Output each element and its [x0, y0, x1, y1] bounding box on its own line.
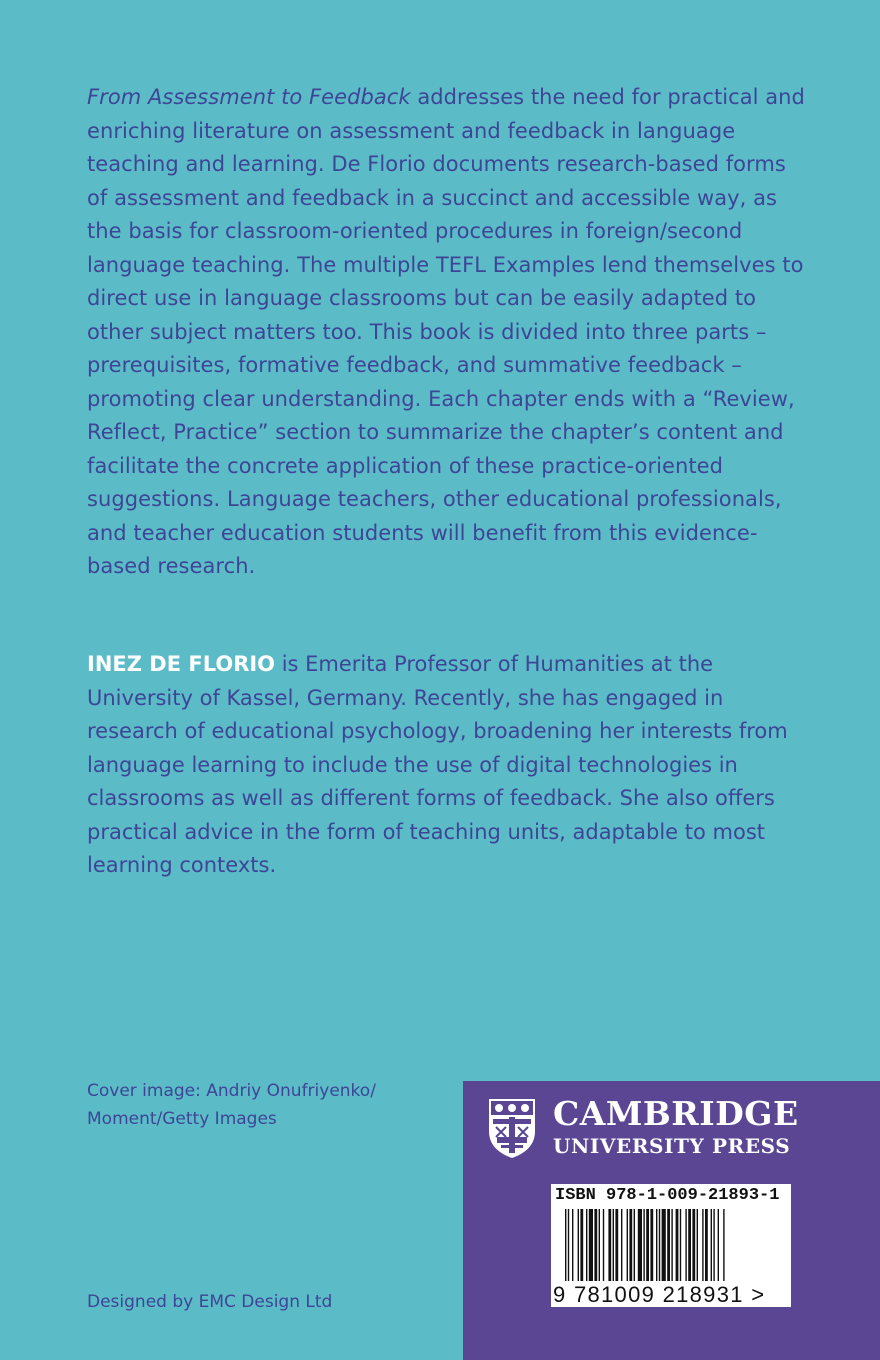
barcode-bar: [594, 1209, 597, 1281]
barcode-bar: [613, 1209, 614, 1281]
barcode-bar: [680, 1209, 681, 1281]
barcode-bar: [659, 1209, 660, 1281]
barcode-bar: [718, 1209, 719, 1281]
barcode-bar: [676, 1209, 679, 1281]
barcode-bar: [667, 1209, 670, 1281]
barcode-bar: [650, 1209, 653, 1281]
barcode-bar: [702, 1209, 703, 1281]
isbn-barcode: [551, 1184, 791, 1307]
barcode-bar: [711, 1209, 712, 1281]
description-text: addresses the need for practical and enriching literature on assessment and feedback in language teaching and learning. De Florio documents research-based forms of assessment and feedback in a succinct and accessible way, as the basis for classroom-oriented procedures in foreign/second language teaching. The multiple TEFL Examples lend themselves to direct use in language classrooms but can be easily adapted to other subject matters too. This book is divided into three parts – prerequisites, formative feedback, and summative feedback – promoting clear understanding. Each chapter ends with a “Review, Reflect, Practice” section to summarize the chapter’s content and facilitate the concrete application of these practice-oriented suggestions. Language teachers, other educational professionals, and teacher education students will benefit from this evidence-based research.: [87, 85, 805, 578]
credit-line-2: Moment/Getty Images: [87, 1109, 277, 1129]
barcode-bar: [608, 1209, 611, 1281]
university-crest-icon: [487, 1097, 537, 1159]
publisher-name: [553, 1095, 799, 1159]
barcode-bar: [589, 1209, 593, 1281]
barcode-bar: [565, 1209, 566, 1281]
author-name: INEZ DE FLORIO: [87, 652, 276, 676]
barcode-bar: [627, 1209, 628, 1281]
barcode-bar: [615, 1209, 618, 1281]
barcode-bar: [697, 1209, 698, 1281]
barcode-bar: [621, 1209, 622, 1281]
barcode-bar: [629, 1209, 632, 1281]
publisher-name-line-1: CAMBRIDGE: [553, 1094, 799, 1133]
description-paragraph: [87, 81, 807, 584]
barcode-bar: [688, 1209, 691, 1281]
barcode-bar: [643, 1209, 644, 1281]
barcode-bar: [662, 1209, 666, 1281]
bio-text: is Emerita Professor of Humanities at the University of Kassel, Germany. Recently, she has engaged in research of educational psychology, broadening her interests from language learning to include the use of digital technologies in classrooms as well as different forms of feedback. She also offers practical advice in the form of teaching units, adaptable to most learning contexts.: [87, 652, 788, 877]
barcode-bar: [568, 1209, 569, 1281]
author-bio: [87, 648, 807, 883]
book-description: [87, 81, 807, 584]
barcode-bars: [565, 1209, 781, 1281]
barcode-bar: [671, 1209, 672, 1281]
designer-credit: Designed by EMC Design Ltd: [87, 1292, 333, 1312]
isbn-number: ISBN 978-1-009-21893-1: [555, 1186, 780, 1205]
barcode-bar: [578, 1209, 579, 1281]
barcode-bar: [638, 1209, 642, 1281]
barcode-bar: [572, 1209, 573, 1281]
barcode-digits: 9 781009 218931 >: [553, 1282, 766, 1307]
barcode-bar: [713, 1209, 714, 1281]
barcode-bar: [705, 1209, 708, 1281]
barcode-bar: [599, 1209, 600, 1281]
publisher-panel: [463, 1081, 880, 1360]
barcode-bar: [580, 1209, 583, 1281]
publisher-name-line-2: UNIVERSITY PRESS: [553, 1134, 791, 1158]
cover-image-credit: [87, 1077, 376, 1133]
barcode-bar: [656, 1209, 657, 1281]
book-title-italic: From Assessment to Feedback: [87, 85, 411, 109]
credit-line-1: Cover image: Andriy Onufriyenko/: [87, 1081, 376, 1101]
barcode-bar: [685, 1209, 686, 1281]
barcode-bar: [692, 1209, 695, 1281]
barcode-bar: [634, 1209, 635, 1281]
barcode-bar: [723, 1209, 724, 1281]
barcode-bar: [603, 1209, 604, 1281]
barcode-bar: [646, 1209, 649, 1281]
bio-paragraph: [87, 648, 807, 883]
barcode-bar: [586, 1209, 587, 1281]
